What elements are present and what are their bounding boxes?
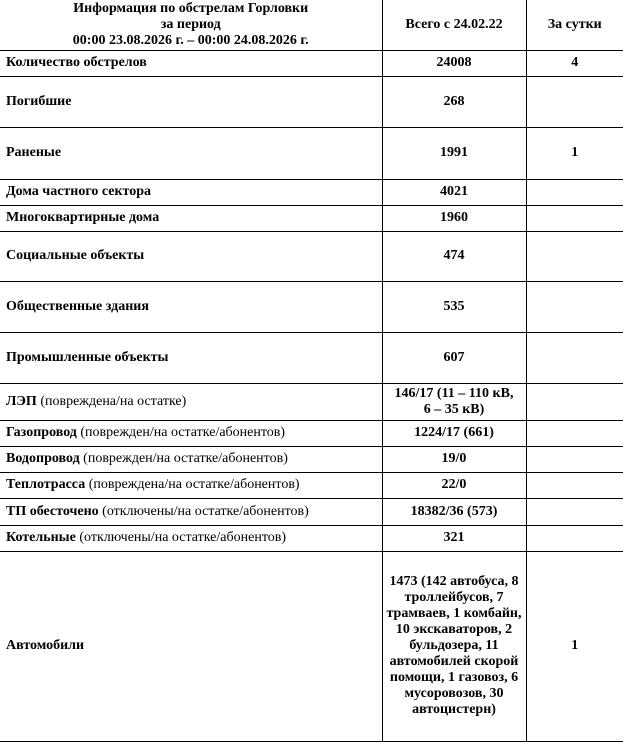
row-total: 1991 — [382, 127, 526, 179]
row-total — [382, 383, 526, 420]
row-total: 1224/17 (661) — [382, 420, 526, 446]
row-label: Раненые — [0, 127, 382, 179]
row-total: 24008 — [382, 50, 526, 76]
table-row-public-buildings — [0, 281, 623, 332]
table-row-transformer-stations — [0, 498, 623, 525]
row-label — [0, 446, 382, 472]
row-day — [526, 420, 623, 446]
table-row-shellings — [0, 50, 623, 76]
row-day — [526, 332, 623, 383]
table-row-killed — [0, 76, 623, 127]
row-label: Промышленные объекты — [0, 332, 382, 383]
row-day — [526, 231, 623, 281]
row-label — [0, 472, 382, 498]
table-row-water-pipeline — [0, 446, 623, 472]
row-label-main: Котельные — [6, 530, 76, 545]
row-day — [526, 179, 623, 205]
table-row-boiler-houses — [0, 525, 623, 551]
row-day: 1 — [526, 551, 623, 741]
row-label: Погибшие — [0, 76, 382, 127]
column-header-day: За сутки — [526, 0, 623, 50]
row-label-note: (отключены/на остатке/абонентов) — [98, 503, 309, 519]
table-row-industrial-objects — [0, 332, 623, 383]
table-row-private-houses — [0, 179, 623, 205]
row-label — [0, 498, 382, 525]
table-row-power-lines — [0, 383, 623, 420]
title-line-2: за период — [160, 16, 221, 32]
row-day — [526, 525, 623, 551]
row-day — [526, 446, 623, 472]
table-row-vehicles — [0, 551, 623, 741]
row-label: Дома частного сектора — [0, 179, 382, 205]
table-row-gas-pipeline — [0, 420, 623, 446]
row-label — [0, 383, 382, 420]
row-label-main: Газопровод — [6, 425, 77, 440]
row-day — [526, 498, 623, 525]
row-day: 1 — [526, 127, 623, 179]
table-row-apartment-buildings — [0, 205, 623, 231]
table-row-heating-main — [0, 472, 623, 498]
row-label — [0, 420, 382, 446]
row-label-main: ЛЭП — [6, 393, 37, 409]
row-total: 18382/36 (573) — [382, 498, 526, 525]
row-total-line-1: 146/17 (11 – 110 кВ, — [394, 385, 514, 401]
row-label-note: (поврежден/на остатке/абонентов) — [79, 451, 288, 466]
table-header-row — [0, 0, 623, 50]
row-label: Социальные объекты — [0, 231, 382, 281]
row-label-note: (повреждена/на остатке/абонентов) — [85, 477, 300, 492]
title-line-1: Информация по обстрелам Горловки — [73, 0, 309, 16]
row-label-note: (отключены/на остатке/абонентов) — [75, 530, 287, 545]
row-total: 1960 — [382, 205, 526, 231]
row-day — [526, 205, 623, 231]
row-label: Многоквартирные дома — [0, 205, 382, 231]
row-total: 22/0 — [382, 472, 526, 498]
row-total-line-2: 6 – 35 кВ) — [423, 401, 485, 417]
row-total: 19/0 — [382, 446, 526, 472]
row-total: 474 — [382, 231, 526, 281]
row-total: 268 — [382, 76, 526, 127]
row-total: 1473 (142 автобуса, 8 троллейбусов, 7 трамваев, 1 комбайн, 10 экскаваторов, 2 бульдозера, 11 автомобилей скорой помощи, 1 газовоз, 6 мусоровозов, 30 автоцистерн) — [382, 551, 526, 741]
row-day — [526, 383, 623, 420]
table-row-social-objects — [0, 231, 623, 281]
row-label: Общественные здания — [0, 281, 382, 332]
row-label-main: ТП обесточено — [6, 503, 99, 519]
row-day — [526, 281, 623, 332]
row-label-main: Теплотрасса — [6, 477, 86, 492]
row-total: 321 — [382, 525, 526, 551]
row-label-note: (повреждена/на остатке) — [36, 393, 187, 409]
row-day — [526, 76, 623, 127]
row-label-note: (поврежден/на остатке/абонентов) — [76, 425, 286, 440]
title-line-3: 00:00 23.08.2026 г. – 00:00 24.08.2026 г. — [72, 32, 309, 48]
column-header-total: Всего с 24.02.22 — [382, 0, 526, 50]
row-day: 4 — [526, 50, 623, 76]
table-title — [0, 0, 382, 50]
row-label: Автомобили — [0, 551, 382, 741]
row-label — [0, 525, 382, 551]
row-total: 535 — [382, 281, 526, 332]
row-day — [526, 472, 623, 498]
row-label: Количество обстрелов — [0, 50, 382, 76]
row-total: 4021 — [382, 179, 526, 205]
table-row-wounded — [0, 127, 623, 179]
row-label-main: Водопровод — [6, 451, 80, 466]
row-total: 607 — [382, 332, 526, 383]
